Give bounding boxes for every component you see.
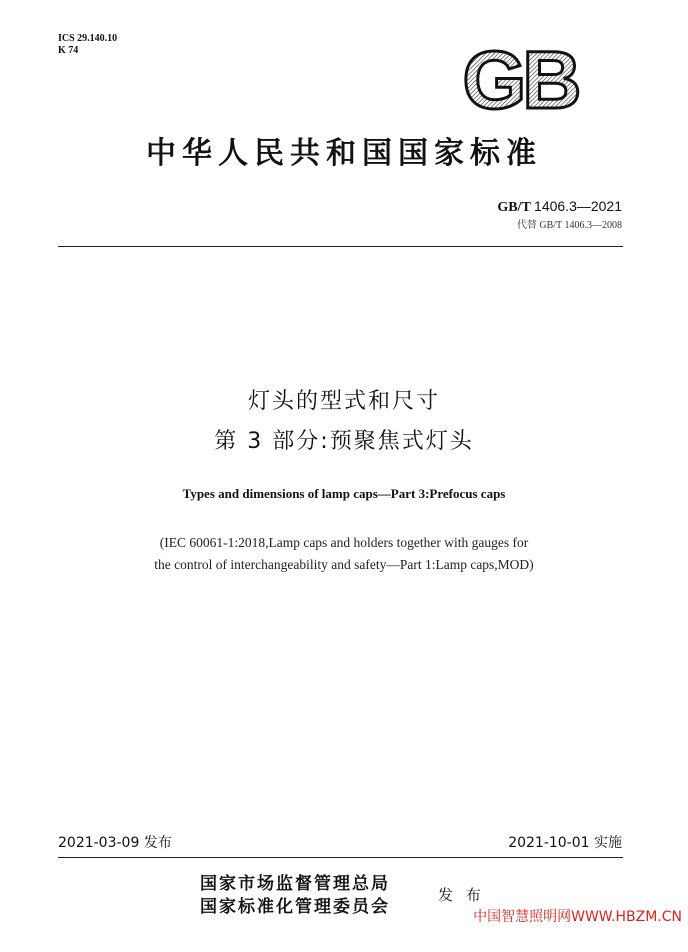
ics-code: ICS 29.140.10 [58, 33, 118, 44]
issuer-line1: 国家市场监督管理总局 [200, 874, 390, 894]
title-cn-line2: 第 3 部分:预聚焦式灯头 [214, 429, 474, 454]
standard-code-prefix: GB/T [497, 200, 531, 215]
title-en: Types and dimensions of lamp caps—Part 3:Prefocus caps [182, 486, 506, 501]
footer-divider [58, 857, 623, 858]
standard-code-number: 1406.3—2021 [534, 198, 622, 214]
title-cn-line1: 灯头的型式和尺寸 [247, 389, 440, 414]
header-divider [58, 246, 623, 247]
standard-code [497, 198, 622, 216]
iec-reference-line2: the control of interchangeability and safety—Part 1:Lamp caps,MOD) [154, 557, 534, 572]
implementation-date: 2021-10-01 实施 [508, 835, 622, 851]
iec-reference-line1: (IEC 60061-1:2018,Lamp caps and holders together with gauges for [159, 535, 529, 550]
site-watermark: 中国智慧照明网WWW.HBZM.CN [473, 909, 682, 925]
gb-logo-mark: GB [462, 42, 578, 116]
standard-type-title: 中华人民共和国国家标准 [146, 136, 542, 171]
classification-codes [58, 33, 117, 57]
standard-number-block [497, 198, 622, 231]
publish-label: 发 布 [438, 886, 485, 904]
replaces-standard: 代替 GB/T 1406.3—2008 [516, 220, 622, 231]
gb-logo [450, 42, 590, 116]
issuing-authorities [200, 873, 390, 919]
issuer-line2: 国家标准化管理委员会 [200, 897, 390, 917]
iec-reference [70, 532, 618, 576]
ccs-code: K 74 [58, 45, 79, 56]
issue-date: 2021-03-09 发布 [58, 835, 172, 851]
